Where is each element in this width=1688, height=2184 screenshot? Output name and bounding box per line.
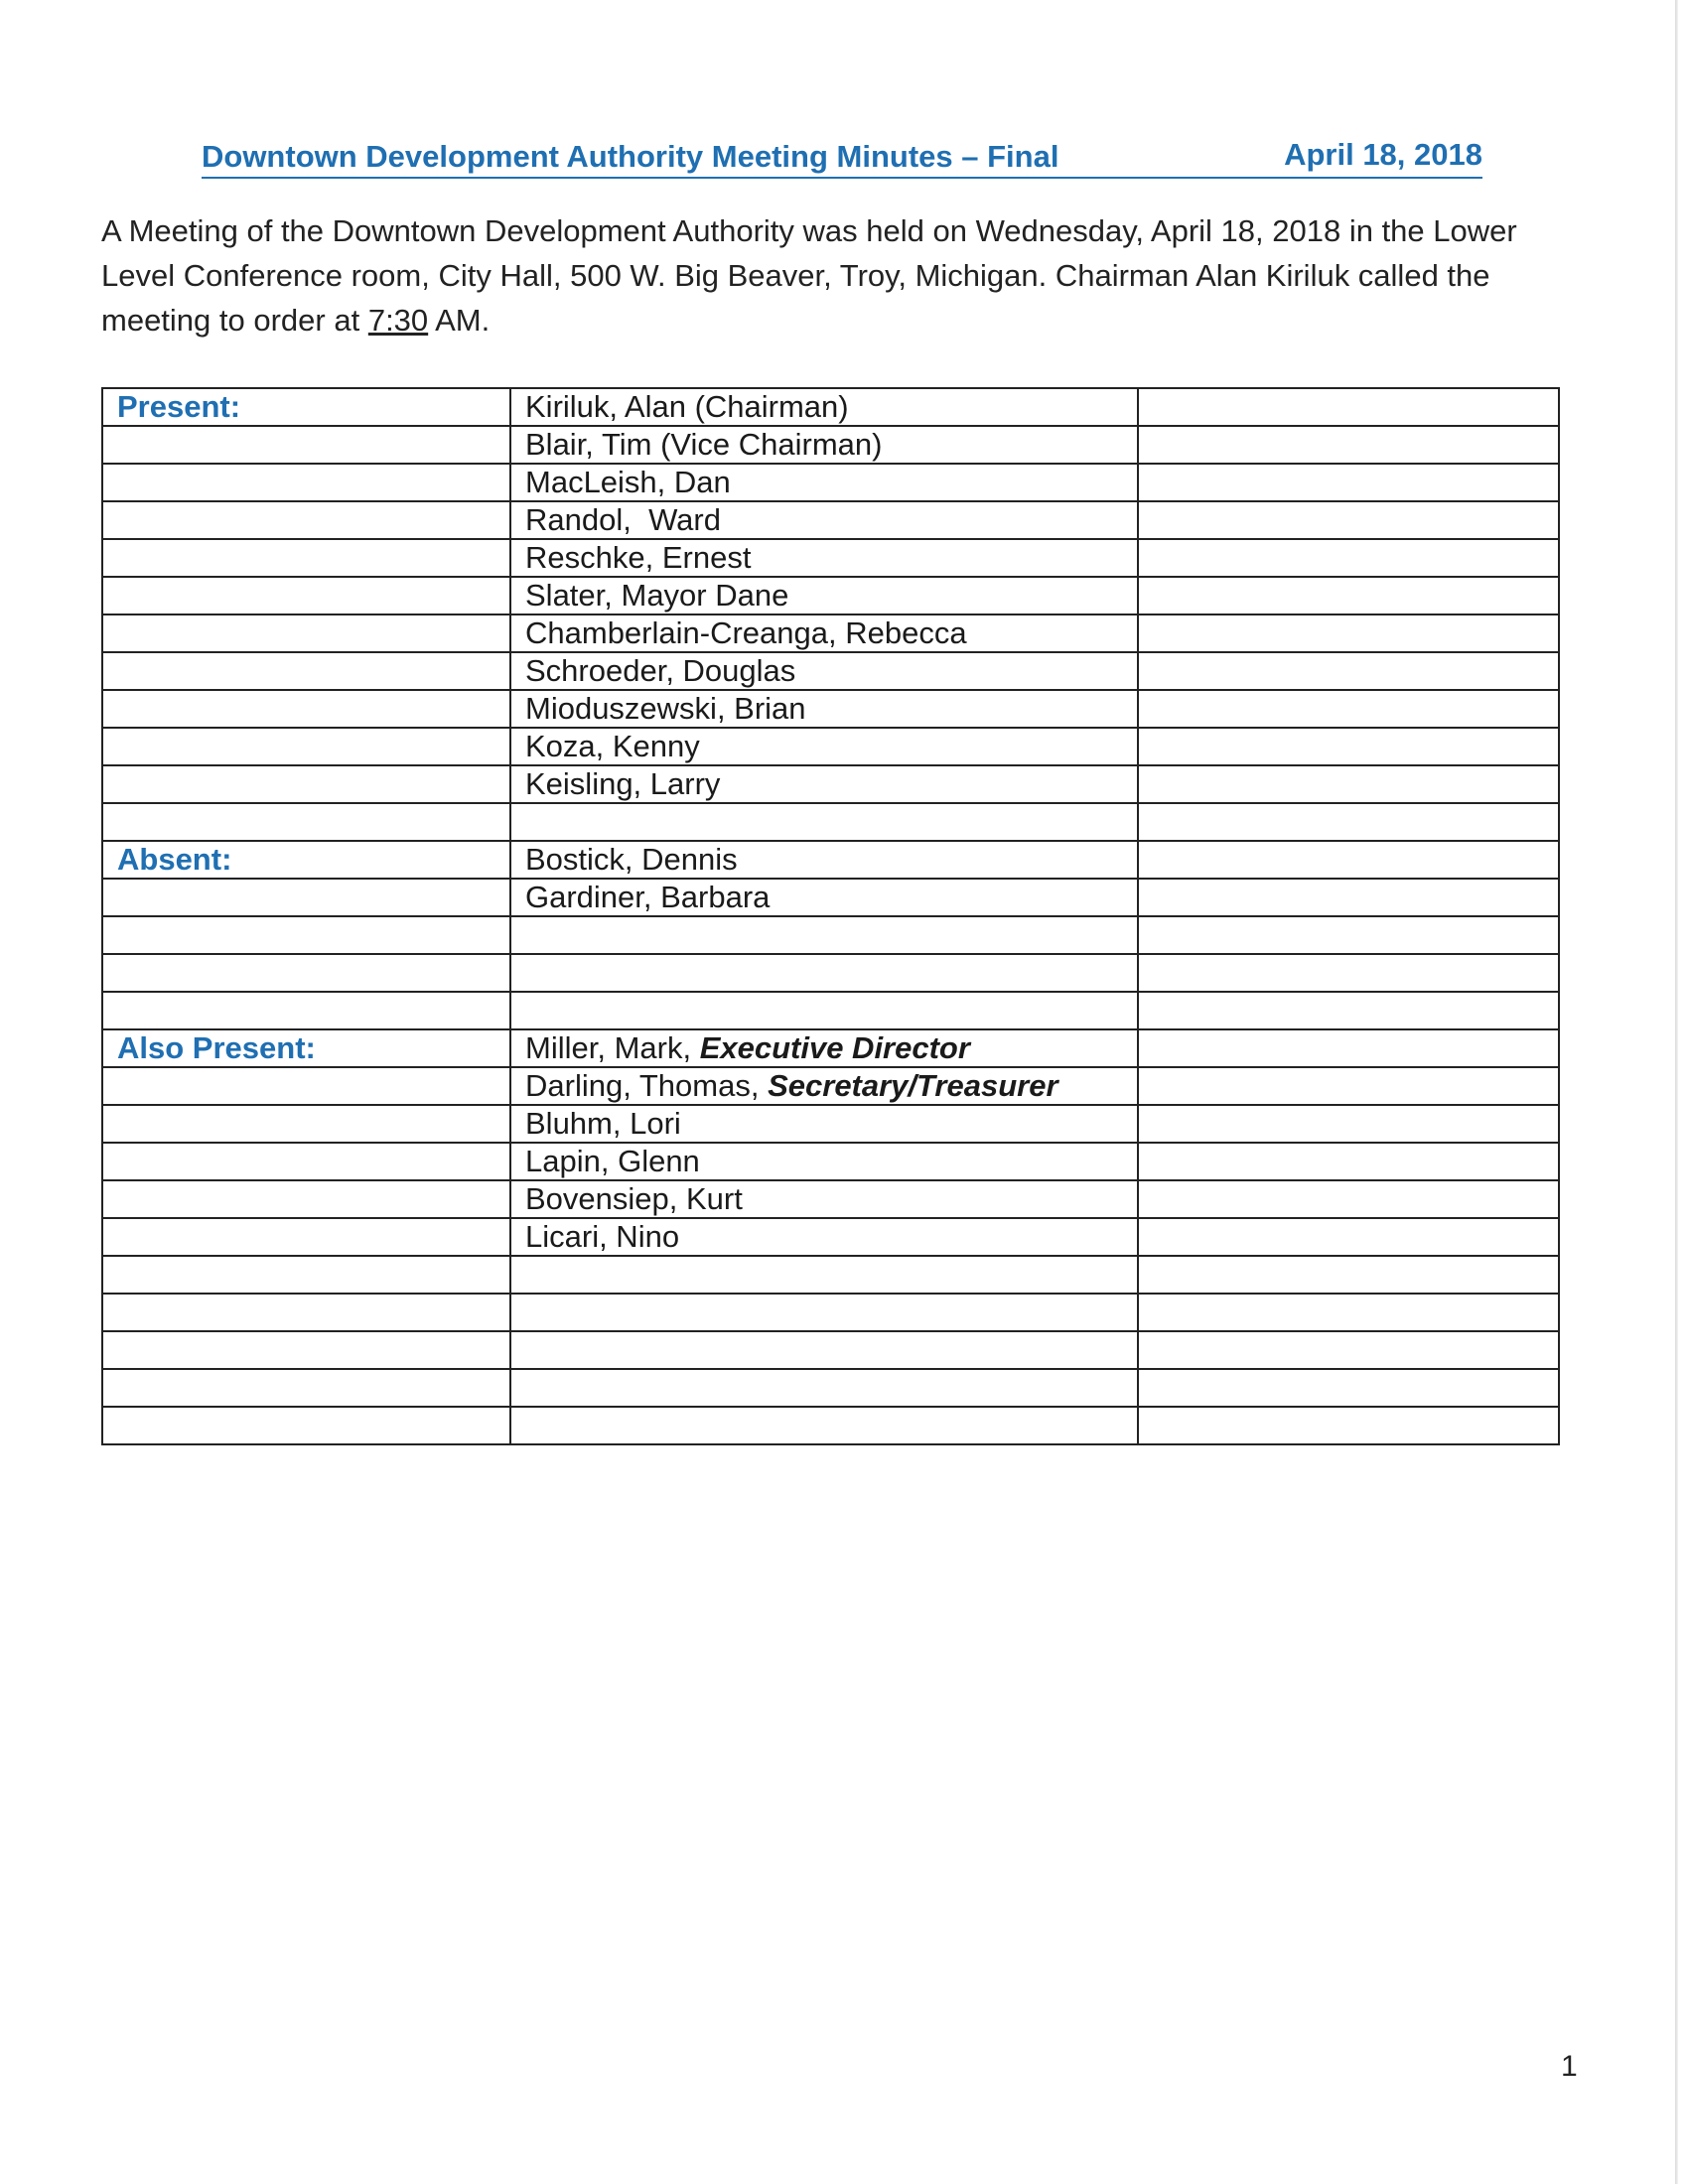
empty-cell <box>1138 1256 1559 1294</box>
empty-cell <box>1138 954 1559 992</box>
empty-cell <box>102 916 510 954</box>
empty-cell <box>1138 803 1559 841</box>
attendee-name: Blair, Tim (Vice Chairman) <box>510 426 1138 464</box>
intro-text: A Meeting of the Downtown Development Authority was held on Wednesday, April 18, 2018 in the Lower Level Conference room, City Hall, 500 W. Big Beaver, Troy, Michigan. Chairman Alan Kiriluk called the meeting to order at <box>101 213 1517 338</box>
table-row <box>102 577 1559 614</box>
attendee-name: Schroeder, Douglas <box>510 652 1138 690</box>
empty-cell <box>1138 1180 1559 1218</box>
empty-cell <box>510 1294 1138 1331</box>
empty-cell <box>1138 1105 1559 1143</box>
empty-cell <box>510 1407 1138 1444</box>
document-date: April 18, 2018 <box>1284 137 1482 172</box>
empty-cell <box>1138 539 1559 577</box>
empty-cell <box>102 426 510 464</box>
empty-cell <box>1138 1369 1559 1407</box>
table-row <box>102 1105 1559 1143</box>
empty-cell <box>102 652 510 690</box>
absent-label: Absent: <box>102 841 510 879</box>
empty-cell <box>102 1180 510 1218</box>
staff-name: Bluhm, Lori <box>525 1106 681 1141</box>
attendee-name: Slater, Mayor Dane <box>510 577 1138 614</box>
table-row <box>102 992 1559 1029</box>
empty-cell <box>1138 577 1559 614</box>
page-number: 1 <box>1561 2050 1578 2083</box>
empty-cell <box>102 728 510 765</box>
empty-cell <box>102 501 510 539</box>
attendee-name: Chamberlain-Creanga, Rebecca <box>510 614 1138 652</box>
empty-cell <box>1138 501 1559 539</box>
table-row <box>102 1029 1559 1067</box>
table-row <box>102 954 1559 992</box>
table-row <box>102 879 1559 916</box>
empty-cell <box>102 1331 510 1369</box>
empty-cell <box>102 879 510 916</box>
document-title: Downtown Development Authority Meeting Minutes – Final <box>202 139 1059 174</box>
empty-cell <box>102 765 510 803</box>
empty-cell <box>1138 1294 1559 1331</box>
empty-cell <box>102 1294 510 1331</box>
empty-cell <box>102 1067 510 1105</box>
attendee-name: Mioduszewski, Brian <box>510 690 1138 728</box>
staff-name: Licari, Nino <box>525 1219 680 1254</box>
table-row <box>102 1369 1559 1407</box>
empty-cell <box>1138 614 1559 652</box>
empty-cell <box>102 992 510 1029</box>
attendee-name: Reschke, Ernest <box>510 539 1138 577</box>
empty-cell <box>1138 388 1559 426</box>
staff-role: Executive Director <box>699 1030 970 1065</box>
empty-cell <box>102 954 510 992</box>
absentee-name: Bostick, Dennis <box>510 841 1138 879</box>
empty-cell <box>1138 1067 1559 1105</box>
empty-cell <box>510 1331 1138 1369</box>
table-row <box>102 803 1559 841</box>
table-row <box>102 728 1559 765</box>
attendee-name: Randol, Ward <box>510 501 1138 539</box>
table-row <box>102 1067 1559 1105</box>
staff-name: Bovensiep, Kurt <box>525 1181 743 1216</box>
intro-text-end: AM. <box>428 303 491 338</box>
table-row <box>102 1294 1559 1331</box>
empty-cell <box>102 690 510 728</box>
empty-cell <box>1138 426 1559 464</box>
empty-cell <box>1138 1143 1559 1180</box>
empty-cell <box>1138 1407 1559 1444</box>
empty-cell <box>102 803 510 841</box>
also-present-label: Also Present: <box>102 1029 510 1067</box>
present-label: Present: <box>102 388 510 426</box>
staff-entry <box>510 1143 1138 1180</box>
empty-cell <box>510 954 1138 992</box>
document-header <box>202 137 1482 179</box>
table-row <box>102 464 1559 501</box>
staff-entry <box>510 1180 1138 1218</box>
staff-name: Miller, Mark, <box>525 1030 700 1065</box>
table-row <box>102 1256 1559 1294</box>
staff-entry <box>510 1105 1138 1143</box>
empty-cell <box>1138 1331 1559 1369</box>
empty-cell <box>102 539 510 577</box>
table-row <box>102 426 1559 464</box>
empty-cell <box>1138 464 1559 501</box>
empty-cell <box>510 992 1138 1029</box>
table-row <box>102 765 1559 803</box>
empty-cell <box>510 1256 1138 1294</box>
table-row <box>102 916 1559 954</box>
staff-role: Secretary/Treasurer <box>768 1068 1058 1103</box>
empty-cell <box>1138 992 1559 1029</box>
attendee-name: Kiriluk, Alan (Chairman) <box>510 388 1138 426</box>
table-row <box>102 652 1559 690</box>
empty-cell <box>1138 916 1559 954</box>
table-row <box>102 388 1559 426</box>
empty-cell <box>102 1256 510 1294</box>
table-row <box>102 1143 1559 1180</box>
empty-cell <box>102 1218 510 1256</box>
attendee-name: MacLeish, Dan <box>510 464 1138 501</box>
page-edge <box>1675 0 1678 2184</box>
intro-paragraph <box>101 208 1591 342</box>
empty-cell <box>1138 1029 1559 1067</box>
table-row <box>102 614 1559 652</box>
table-row <box>102 841 1559 879</box>
table-row <box>102 539 1559 577</box>
empty-cell <box>510 916 1138 954</box>
table-row <box>102 1331 1559 1369</box>
table-row <box>102 1180 1559 1218</box>
staff-entry <box>510 1029 1138 1067</box>
empty-cell <box>1138 841 1559 879</box>
absentee-name: Gardiner, Barbara <box>510 879 1138 916</box>
table-row <box>102 501 1559 539</box>
table-row <box>102 1407 1559 1444</box>
staff-entry <box>510 1067 1138 1105</box>
empty-cell <box>1138 690 1559 728</box>
table-row <box>102 1218 1559 1256</box>
empty-cell <box>102 577 510 614</box>
staff-name: Lapin, Glenn <box>525 1144 700 1178</box>
empty-cell <box>510 1369 1138 1407</box>
empty-cell <box>102 1407 510 1444</box>
staff-entry <box>510 1218 1138 1256</box>
empty-cell <box>102 464 510 501</box>
staff-name: Darling, Thomas, <box>525 1068 769 1103</box>
empty-cell <box>102 1105 510 1143</box>
empty-cell <box>1138 1218 1559 1256</box>
empty-cell <box>1138 879 1559 916</box>
empty-cell <box>102 1143 510 1180</box>
empty-cell <box>1138 765 1559 803</box>
empty-cell <box>102 614 510 652</box>
empty-cell <box>1138 652 1559 690</box>
meeting-start-time: 7:30 <box>367 303 429 338</box>
attendee-name: Keisling, Larry <box>510 765 1138 803</box>
empty-cell <box>102 1369 510 1407</box>
empty-cell <box>510 803 1138 841</box>
table-row <box>102 690 1559 728</box>
attendance-table <box>101 387 1560 1445</box>
attendee-name: Koza, Kenny <box>510 728 1138 765</box>
empty-cell <box>1138 728 1559 765</box>
